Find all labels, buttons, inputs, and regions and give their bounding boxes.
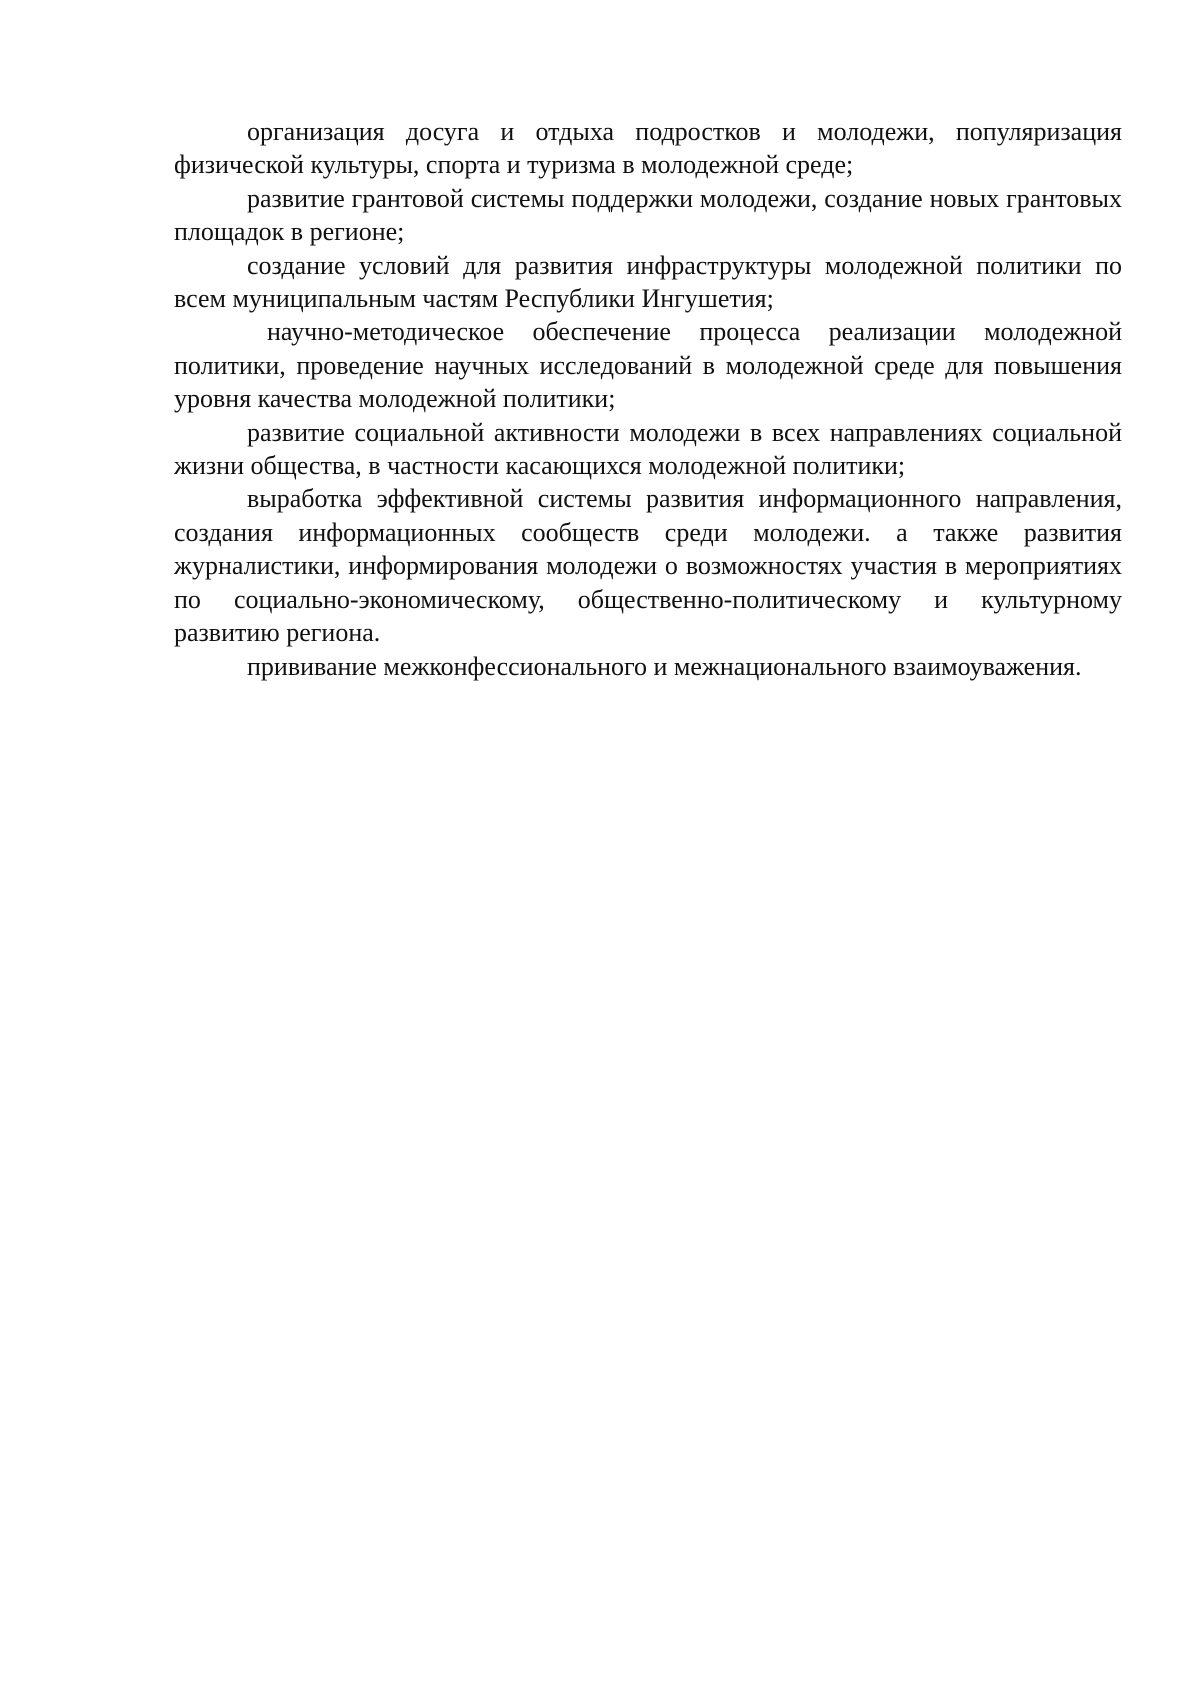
paragraph-grants: развитие грантовой системы поддержки молодежи, создание новых грантовых площадок в регионе; bbox=[174, 183, 1122, 247]
paragraph-social-activity: развитие социальной активности молодежи в всех направлениях социальной жизни общества, в частности касающихся молодежной политики; bbox=[174, 417, 1122, 481]
paragraph-information: выработка эффективной системы развития информационного направления, создания информационных сообществ среди молодежи. а также развития журналистики, информирования молодежи о возможностях участия в мероприятиях по социально-экономическому, общественно-политическому и культурному развитию региона. bbox=[174, 484, 1122, 648]
paragraph-research: научно-методическое обеспечение процесса реализации молодежной политики, проведение научных исследований в молодежной среде для повышения уровня качества молодежной политики; bbox=[174, 317, 1122, 414]
paragraph-respect: прививание межконфессионального и межнационального взаимоуважения. bbox=[247, 651, 1082, 681]
paragraph-leisure: организация досуга и отдыха подростков и молодежи, популяризация физической культуры, спорта и туризма в молодежной среде; bbox=[174, 117, 1122, 180]
paragraph-infrastructure: создание условий для развития инфраструктуры молодежной политики по всем муниципальным частям Республики Ингушетия; bbox=[174, 250, 1122, 314]
document-body bbox=[174, 115, 1122, 683]
